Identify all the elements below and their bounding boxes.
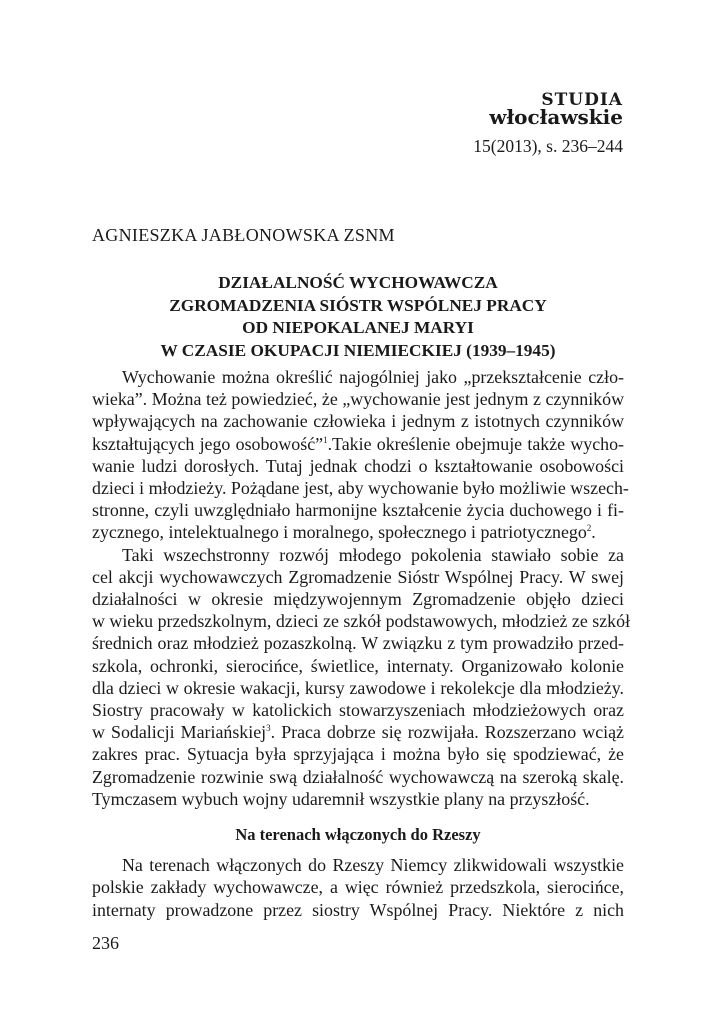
title-line: DZIAŁALNOŚĆ WYCHOWAWCZA [218,273,498,292]
text-line [92,521,624,543]
paragraph-2 [92,544,631,810]
text-segment: w Sodalicji Mariańskiej [92,722,267,743]
text-line: dla dzieci w okresie wakacji, kursy zawodowe i rekolekcje dla młodzieży. [92,677,624,698]
footnote-ref-1[interactable]: 1 [323,434,328,445]
author: AGNIESZKA JABŁONOWSKA ZSNM [92,225,395,245]
text-line: wieka”. Można też powiedzieć, że „wychowanie jest jednym z czynników [92,389,624,410]
title-line: W CZASIE OKUPACJI NIEMIECKIEJ (1939–1945) [160,340,556,360]
text-line: w wieku przedszkolnym, dzieci ze szkół podstawowych, młodzież ze szkół [92,611,631,632]
text-line: wpływających na zachowanie człowieka i jednym z istotnych czynników [92,411,624,432]
text-segment: . [591,522,596,543]
journal-logo [489,92,623,127]
footnote-ref-3[interactable]: 3 [266,723,271,734]
footnote-ref-2[interactable]: 2 [586,523,592,534]
text-line: Zgromadzenie rozwinie swą działalność wychowawczą na szeroką skalę. [92,766,624,787]
text-line [92,721,624,743]
text-line: wanie ludzi dorosłych. Tutaj jednak chodzi o kształtowanie osobowości [92,455,624,476]
page-number: 236 [92,933,119,953]
text-line: szkola, ochronki, sierocińce, świetlice, internaty. Organizowało kolonie [92,655,624,676]
journal-logo-line1: STUDIA [541,90,623,110]
text-segment: .Takie określenie obejmuje także wycho- [327,433,624,454]
article-title [92,272,624,362]
article-body [92,366,631,921]
journal-logo-line2: włocławskie [489,105,623,129]
title-line: OD NIEPOKALANEJ MARYI [242,318,474,337]
text-line [92,433,624,455]
text-segment: zycznego, intelektualnego i moralnego, społecznego i patriotycznego [92,522,587,543]
text-line: średnich oraz młodzież pozaszkolną. W związku z tym prowadziło przed- [92,633,624,654]
text-line: dzieci i młodzieży. Pożądane jest, aby wychowanie było możliwie wszech- [92,478,629,499]
paragraph-3 [92,854,624,921]
text-line: stronne, czyli uwzględniało harmonijne kształcenie życia duchowego i fi- [92,500,624,521]
citation: 15(2013), s. 236–244 [473,136,623,156]
text-segment: kształtujących jego osobowość” [92,433,324,454]
text-line: cel akcji wychowawczych Zgromadzenie Sióstr Wspólnej Pracy. W swej [92,566,624,587]
text-line: Taki wszechstronny rozwój młodego pokolenia stawiało sobie za [122,544,624,565]
text-line: Na terenach włączonych do Rzeszy Niemcy zlikwidowali wszystkie [122,855,624,876]
text-line: internaty prowadzone przez siostry Wspólnej Pracy. Niektóre z nich [92,899,624,920]
text-line: działalności w okresie międzywojennym Zgromadzenie objęło dzieci [92,589,624,610]
title-line: ZGROMADZENIA SIÓSTR WSPÓLNEJ PRACY [169,295,547,315]
text-line: polskie zakłady wychowawcze, a więc również przedszkola, sierocińce, [92,877,624,898]
paragraph-1 [92,366,629,544]
text-line: Wychowanie można określić najogólniej jako „przekształcenie czło- [122,367,624,387]
text-segment: . Praca dobrze się rozwijała. Rozszerzano wciąż [270,722,624,743]
text-line: Tymczasem wybuch wojny udaremnił wszystkie plany na przyszłość. [92,788,590,809]
text-line: zakres prac. Sytuacja była sprzyjająca i można było się spodziewać, że [92,744,624,765]
section-heading: Na terenach włączonych do Rzeszy [235,825,481,845]
text-line: Siostry pracowały w katolickich stowarzyszeniach młodzieżowych oraz [92,700,624,721]
